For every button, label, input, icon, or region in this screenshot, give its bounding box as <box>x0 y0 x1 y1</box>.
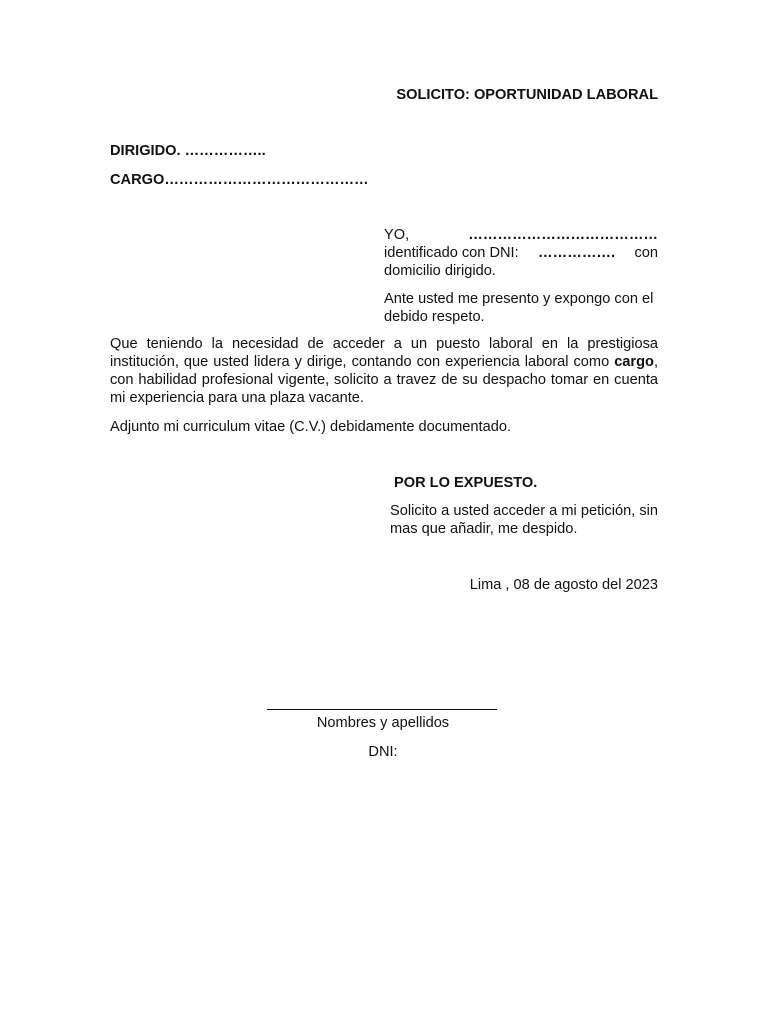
date-line: Lima , 08 de agosto del 2023 <box>469 577 658 593</box>
closing-text: Solicito a usted acceder a mi petición, sin mas que añadir, me despido. <box>390 503 658 537</box>
body-text-part1: Que teniendo la necesidad de acceder a un puesto laboral en la prestigiosa institución, que usted lidera y dirige, contando con experiencia laboral como <box>110 336 658 370</box>
applicant-dni-row <box>384 244 658 262</box>
domicilio-text: domicilio dirigido. <box>384 263 496 279</box>
dni-label: identificado con DNI: <box>384 245 519 261</box>
signature-names: Nombres y apellidos <box>316 715 450 731</box>
subject-line: SOLICITO: OPORTUNIDAD LABORAL <box>396 87 658 103</box>
adjunto-text: Adjunto mi curriculum vitae (C.V.) debidamente documentado. <box>110 419 511 435</box>
signature-line <box>267 709 497 710</box>
addressee-cargo-line: CARGO…………………………………… <box>110 172 369 188</box>
body-cargo-bold: cargo <box>614 354 654 370</box>
applicant-name-row <box>384 226 658 244</box>
signature-dni: DNI: <box>368 744 398 760</box>
dni-blank: ……………. <box>538 245 616 261</box>
closing-heading: POR LO EXPUESTO. <box>394 475 538 491</box>
expongo-text: Ante usted me presento y expongo con el debido respeto. <box>384 291 654 325</box>
dni-suffix: con <box>634 245 658 261</box>
name-blank: ………………………………… <box>468 227 658 243</box>
addressee-line: DIRIGIDO. …………….. <box>110 143 266 159</box>
body-paragraph <box>110 335 658 407</box>
applicant-block <box>384 226 658 280</box>
body-text-part2: , con habilidad profesional vigente, solicito a travez de su despacho tomar en cuenta mi experiencia para una plaza vacante. <box>110 354 658 406</box>
yo-label: YO, <box>384 227 410 243</box>
